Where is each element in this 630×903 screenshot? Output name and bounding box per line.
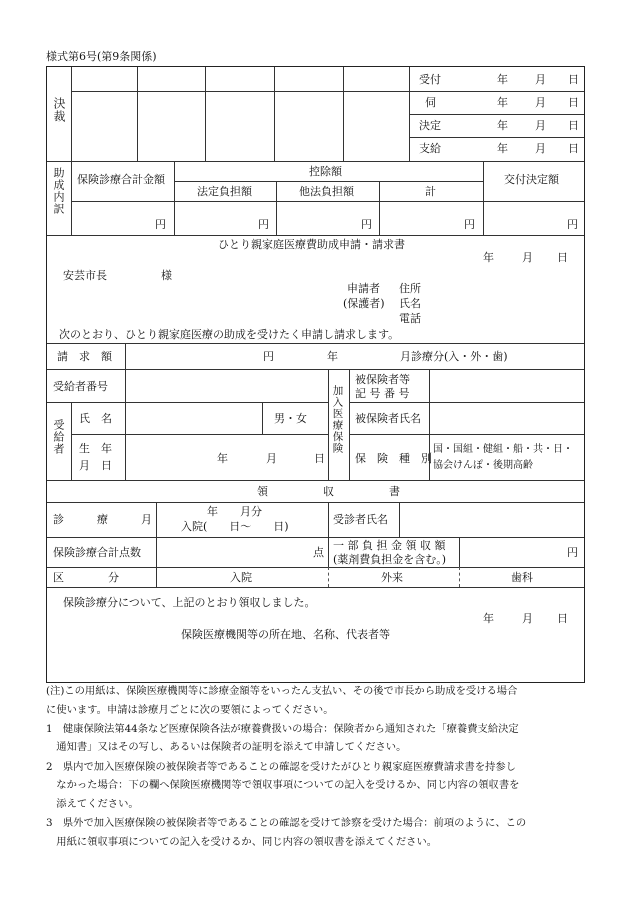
hotei-label: 法定負担額 bbox=[197, 185, 252, 198]
shinryo-label: 診 療 月 bbox=[53, 513, 152, 526]
applicant-label-2: (保護者) bbox=[343, 297, 385, 310]
kofu-label: 交付決定額 bbox=[504, 173, 559, 186]
note-line: 3 県外で加入医療保険の被保険者等であることの確認を受けて診察を受けた場合：前項のように、この bbox=[46, 817, 527, 829]
note-line: 2 県内で加入医療保険の被保険者等であることの確認を受けたがひとり親家庭医療費請求書を持参し bbox=[46, 761, 516, 773]
note-line: (注)この用紙は、保険医療機関等に診療金額等をいったん支払い、その後で市長から助成を受ける場合 bbox=[46, 685, 518, 697]
hihoken-name-label: 被保険者氏名 bbox=[355, 412, 421, 425]
request-sentence: 次のとおり、ひとり親家庭医療の助成を受けたく申請し請求します。 bbox=[59, 328, 400, 341]
points-label: 保険診療合計点数 bbox=[53, 546, 141, 559]
yen-unit: 円 bbox=[567, 218, 578, 231]
hoken-total-label: 保険診療合計金額 bbox=[77, 173, 165, 186]
hihoken-no-label: 被保険者等 bbox=[355, 373, 410, 386]
note-line: に使います。申請は診療月ごとに次の要領によってください。 bbox=[46, 704, 334, 716]
applicant-phone-label: 電話 bbox=[399, 312, 421, 325]
hoken-type-options[interactable]: 国・国組・健組・船・共・日・ bbox=[433, 444, 573, 455]
josei-label: 助成内訳 bbox=[52, 167, 65, 215]
kanyu-label: 加入医療保険 bbox=[331, 385, 344, 454]
kubun-shika: 歯科 bbox=[511, 571, 533, 584]
receipt-title: 領 収 書 bbox=[257, 485, 400, 498]
receipt-day: 日 bbox=[557, 612, 568, 625]
addressee-name: 安芸市長 bbox=[63, 269, 107, 282]
applicant-address-label: 住所 bbox=[399, 282, 421, 295]
application-form: 決裁 受付 年 月 日 伺 年 月 日 決定 年 月 日 支給 年 月 日 助成内訳 保険診療合計金額 控除額 法定負担額 他法負担額 計 交付決定額 円 円 円 円 円 ひとり親家庭医療費助成申請・請求書 年 月 日 安芸市長 様 申請者 (保護者) 住所 氏名 電話 次のとおり、ひとり親家庭医療の助成を受けたく申請し請求します。 請 求 額 円 年 月診療分(入・外・歯) 受給者番号 受給者 氏 名 男・女 生 年 月 日 年 月 日 加入医療保険 被保険者等 記 号 番 号 被保険者氏名 保 険 種 別 国・国組・健組・船・共・日・ 協会けんぽ・後期高齢 領 収 書 診 療 月 年 月分 入院( 日～ 日) 受診者氏名 保険診療合計点数 点 一 部 負 担 金 領 収 額 (薬剤費負担金を含む。) 円 区 分 入院 外来 歯科 保険診療分について、上記のとおり領収しました。 年 月 日 保険医療機関等の所在地、名称、代表者等 bbox=[46, 66, 585, 683]
addressee-sama: 様 bbox=[161, 269, 172, 282]
kojo-label: 控除額 bbox=[309, 165, 342, 178]
kubun-label: 区 分 bbox=[53, 571, 119, 584]
form-title: ひとり親家庭医療費助成申請・請求書 bbox=[218, 238, 405, 251]
yen-unit: 円 bbox=[258, 218, 269, 231]
jukyusha-number-label: 受給者番号 bbox=[53, 380, 108, 393]
sex-option[interactable]: 男・女 bbox=[274, 412, 307, 425]
kubun-gairai: 外来 bbox=[381, 571, 403, 584]
receipt-month: 月 bbox=[522, 612, 533, 625]
date-month: 月 bbox=[522, 251, 533, 264]
hoken-type-options-2[interactable]: 協会けんぽ・後期高齢 bbox=[433, 460, 533, 471]
jukyusha-name-label: 氏 名 bbox=[79, 412, 112, 425]
receipt-confirm: 保険診療分について、上記のとおり領収しました。 bbox=[63, 596, 316, 609]
yen-unit: 円 bbox=[464, 218, 475, 231]
applicant-name-label: 氏名 bbox=[399, 297, 421, 310]
hihoken-no-label-2: 記 号 番 号 bbox=[355, 387, 410, 400]
date-year: 年 bbox=[483, 251, 494, 264]
form-id: 様式第6号(第9条関係) bbox=[46, 50, 157, 63]
date-day: 日 bbox=[557, 251, 568, 264]
note-line: 添えてください。 bbox=[46, 798, 139, 810]
tahou-label: 他法負担額 bbox=[299, 185, 354, 198]
jukyusha-label: 受給者 bbox=[52, 419, 65, 455]
note-line: 1 健康保険法第44条など医療保険各法が療養費扱いの場合：保険者から通知された「療養費支給決定 bbox=[46, 723, 519, 735]
shinryo-nyuin: 入院( 日～ 日) bbox=[181, 520, 289, 533]
birth-label-2: 月 日 bbox=[79, 459, 112, 472]
copay-label: 一 部 負 担 金 領 収 額 bbox=[333, 539, 446, 552]
shinryo-ym: 年 月分 bbox=[207, 505, 262, 518]
note-line: なかった場合：下の欄へ保険医療機関等で領収事項についての記入を受けるか、同じ内容の領収書を bbox=[46, 779, 520, 791]
seikyu-year: 年 bbox=[327, 350, 338, 363]
birth-year: 年 bbox=[217, 452, 228, 465]
jushin-name-label: 受診者氏名 bbox=[333, 513, 388, 526]
note-line: 通知書」又はその写し、あるいは保険者の証明を添えて申請してください。 bbox=[46, 741, 407, 753]
applicant-label: 申請者 bbox=[347, 282, 380, 295]
copay-label-2: (薬剤費負担金を含む。) bbox=[333, 553, 447, 566]
copay-yen: 円 bbox=[567, 546, 578, 559]
seikyu-month-part: 月診療分(入・外・歯) bbox=[400, 350, 508, 363]
institution-label: 保険医療機関等の所在地、名称、代表者等 bbox=[181, 628, 390, 641]
kubun-nyuin: 入院 bbox=[230, 571, 252, 584]
birth-label: 生 年 bbox=[79, 442, 112, 455]
kei-label: 計 bbox=[425, 185, 436, 198]
hoken-shubetsu-label: 保 険 種 別 bbox=[355, 452, 432, 465]
yen-unit: 円 bbox=[361, 218, 372, 231]
seikyu-yen: 円 bbox=[263, 350, 274, 363]
points-unit: 点 bbox=[313, 546, 324, 559]
birth-month: 月 bbox=[266, 452, 277, 465]
seikyu-label: 請 求 額 bbox=[57, 350, 112, 363]
yen-unit: 円 bbox=[155, 218, 166, 231]
receipt-year: 年 bbox=[483, 612, 494, 625]
kessai-label: 決裁 bbox=[52, 97, 66, 123]
birth-day: 日 bbox=[314, 452, 325, 465]
note-line: 用紙に領収事項についての記入を受けるか、同じ内容の領収書を添えてください。 bbox=[46, 836, 438, 848]
